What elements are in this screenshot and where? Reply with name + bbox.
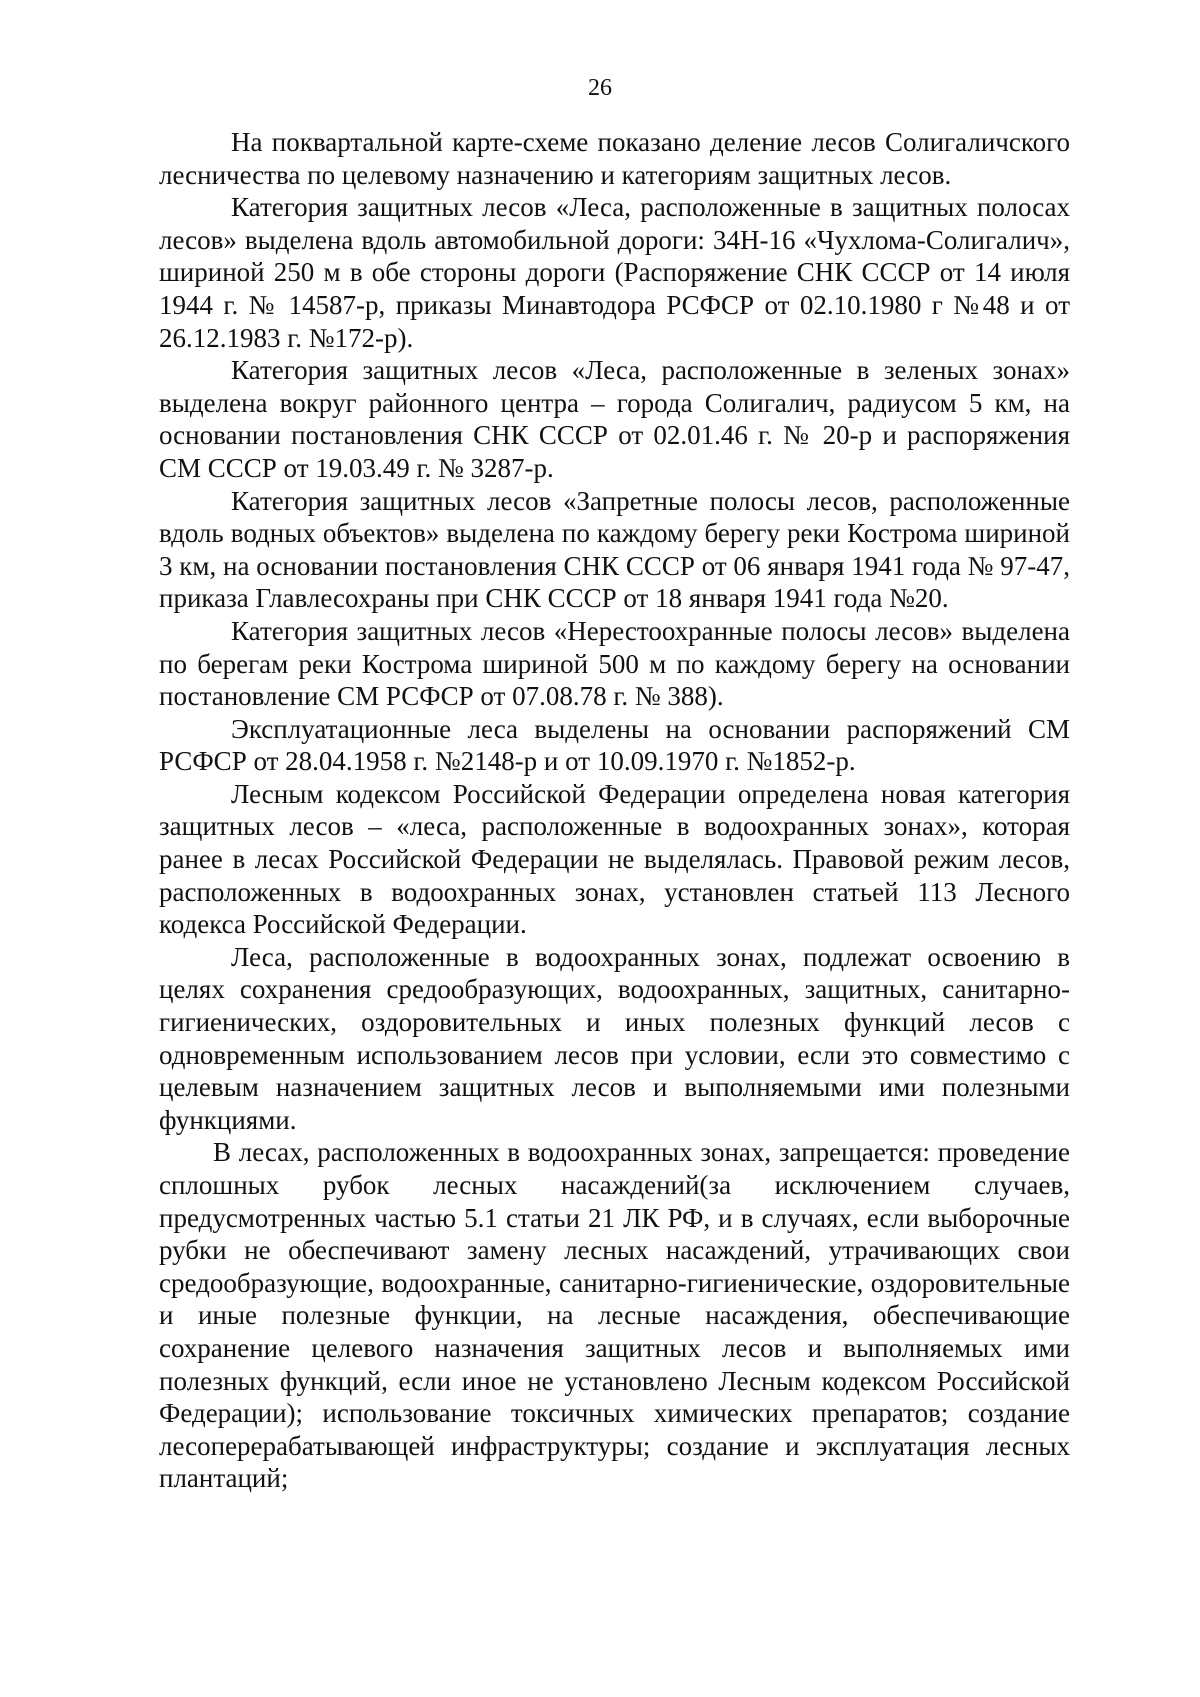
paragraph-protective-strips: Категория защитных лесов «Леса, расположенные в защитных полосах лесов» выделена вдоль автомобильной дороги: 34Н-16 «Чухлома-Солигалич», шириной 250 м в обе стороны дороги (Распоряжение СНК СССР от 14 июля 1944 г. № 14587-р, приказы Минавтодора РСФСР от 02.10.1980 г №48 и от 26.12.1983 г. №172-р). (159, 192, 1070, 353)
paragraph-green-zones: Категория защитных лесов «Леса, расположенные в зеленых зонах» выделена вокруг районного центра – города Солигалич, радиусом 5 км, на основании постановления СНК СССР от 02.01.46 г. № 20-р и распоряжения СМ СССР от 19.03.49 г. № 3287-р. (159, 355, 1070, 483)
paragraph-map-scheme: На поквартальной карте-схеме показано деление лесов Солигаличского лесничества по целевому назначению и категориям защитных лесов. (159, 127, 1070, 190)
body-text (159, 126, 1070, 1495)
paragraph-prohibited-strips: Категория защитных лесов «Запретные полосы лесов, расположенные вдоль водных объектов» выделена по каждому берегу реки Кострома шириной 3 км, на основании постановления СНК СССР от 06 января 1941 года № 97-47, приказа Главлесохраны при СНК СССР от 18 января 1941 года №20. (159, 485, 1070, 614)
paragraph-forest-code-category: Лесным кодексом Российской Федерации определена новая категория защитных лесов – «леса, расположенные в водоохранных зонах», которая ранее в лесах Российской Федерации не выделялась. Правовой режим лесов, расположенных в водоохранных зонах, установлен статьей 113 Лесного кодекса Российской Федерации. (159, 778, 1070, 940)
page-number: 26 (588, 75, 612, 101)
paragraph-water-protection-prohibitions: В лесах, расположенных в водоохранных зонах, запрещается: проведение сплошных рубок лесных насаждений(за исключением случаев, предусмотренных частью 5.1 статьи 21 ЛК РФ, и в случаях, если выборочные рубки не обеспечивают замену лесных насаждений, утрачивающих свои средообразующие, водоохранные, санитарно-гигиенические, оздоровительные и иные полезные функции, на лесные насаждения, обеспечивающие сохранение целевого назначения защитных лесов и выполняемых ими полезных функций, если иное не установлено Лесным кодексом Российской Федерации); использование токсичных химических препаратов; создание лесоперерабатывающей инфраструктуры; создание и эксплуатация лесных плантаций; (159, 1137, 1070, 1494)
paragraph-water-protection-development: Леса, расположенные в водоохранных зонах, подлежат освоению в целях сохранения средообразующих, водоохранных, защитных, санитарно-гигиенических, оздоровительных и иных полезных функций лесов с одновременным использованием лесов при условии, если это совместимо с целевым назначением защитных лесов и выполняемыми ими полезными функциями. (159, 941, 1070, 1135)
paragraph-spawning-strips: Категория защитных лесов «Нерестоохранные полосы лесов» выделена по берегам реки Кострома шириной 500 м по каждому берегу на основании постановление СМ РСФСР от 07.08.78 г. № 388). (159, 615, 1070, 712)
paragraph-exploitation-forests: Эксплуатационные леса выделены на основании распоряжений СМ РСФСР от 28.04.1958 г. №2148-р и от 10.09.1970 г. №1852-р. (159, 713, 1070, 777)
